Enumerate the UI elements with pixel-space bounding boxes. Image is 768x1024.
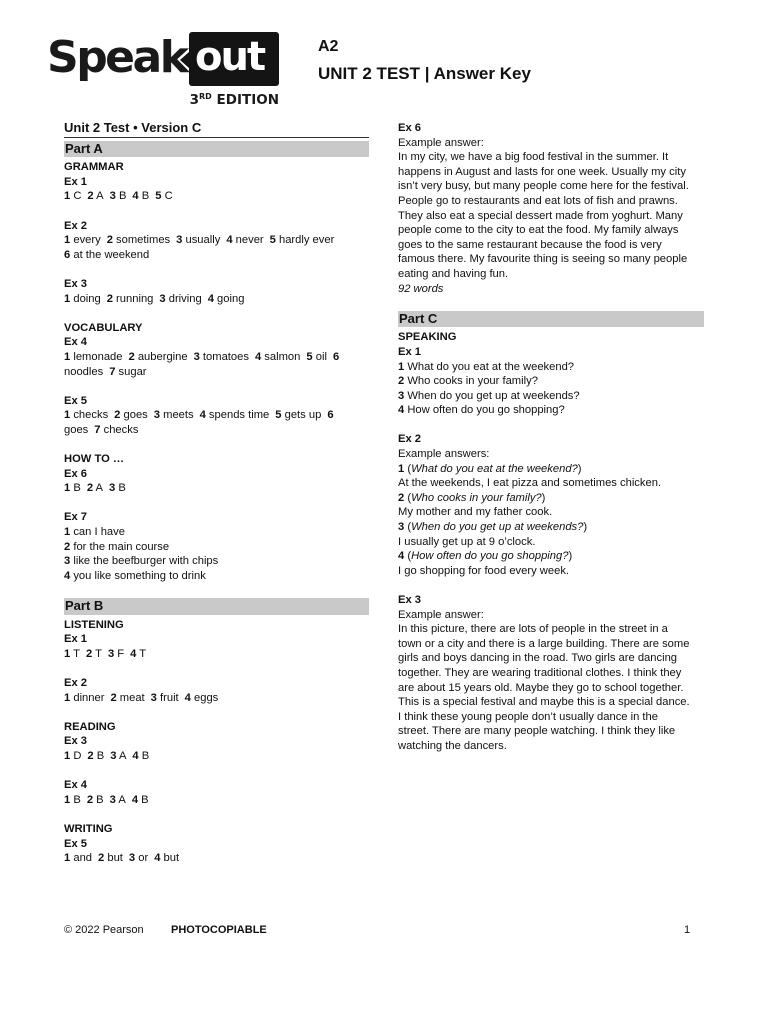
answer-number: 1 [64, 350, 71, 363]
exercise-label: Ex 1 [64, 633, 88, 646]
exercise-label: Ex 2 [64, 676, 88, 689]
answer-text: but [160, 852, 180, 865]
answer-line [64, 793, 369, 808]
logo-edition [190, 92, 279, 108]
answer-line [64, 691, 369, 706]
text-line: famous there. My favourite thing is seeing so many people [398, 253, 688, 266]
answer-line [64, 189, 369, 204]
answer-text: D [70, 749, 82, 762]
answer-number: 1 [64, 647, 71, 660]
answer-text: A [93, 190, 104, 203]
answer-number: 3 [153, 409, 161, 422]
answer-text: B [138, 190, 150, 203]
edition-word: EDITION [216, 92, 279, 108]
answer-number: 7 [109, 365, 116, 378]
answer-text: How often do you go shopping? [404, 404, 565, 417]
answer-text: can I have [70, 526, 125, 539]
speakout-logo [47, 30, 279, 110]
answer-number: 4 [254, 350, 262, 363]
edition-number: 3 [189, 92, 200, 108]
answer-item [398, 360, 704, 375]
answer-text: T [136, 647, 147, 660]
answer-number: 3 [107, 647, 115, 660]
answer-text: C [70, 190, 82, 203]
answer-text: B [138, 793, 149, 806]
answer-number: 3 [398, 521, 405, 534]
answer-number: 1 [64, 234, 71, 247]
answer-number: 4 [184, 691, 191, 704]
footer-copyright: © 2022 Pearson [64, 924, 144, 936]
answer-text: for the main course [70, 540, 170, 553]
reading-heading: READING [64, 720, 116, 733]
answer-number: 3 [110, 749, 117, 762]
answer-text: and [70, 852, 93, 865]
answer-item [64, 554, 369, 569]
part-b-heading: Part B [64, 598, 369, 615]
left-column [64, 121, 369, 866]
answer-number: 2 [86, 793, 94, 806]
answer-number: 3 [193, 350, 200, 363]
answer-text: every [70, 234, 101, 247]
answer-line [64, 408, 369, 437]
text-line: They also eat a special dessert made from yoghurt. Many [398, 209, 683, 222]
answer-number: 2 [110, 691, 117, 704]
example-paragraph [398, 622, 704, 753]
listening-heading: LISTENING [64, 618, 124, 631]
text-line: town or a city and there is a large building. There are some [398, 637, 690, 650]
question-text: Who cooks in your family? [411, 491, 542, 504]
howto-heading: HOW TO … [64, 453, 125, 466]
answer-list [398, 360, 704, 418]
answer-text: oil [312, 350, 327, 363]
exercise-label: Ex 5 [64, 837, 88, 850]
edition-suffix: RD [199, 92, 212, 101]
exercise-label: Ex 3 [64, 735, 88, 748]
answer-text: A [116, 749, 127, 762]
text-line: happens in August and lasts for one week. Usually my city [398, 165, 686, 178]
writing-heading: WRITING [64, 822, 113, 835]
answer-number: 3 [150, 691, 157, 704]
exercise-label: Ex 6 [398, 122, 422, 134]
answer-number: 1 [64, 691, 71, 704]
answer-text: B [115, 190, 127, 203]
footer-photocopiable: PHOTOCOPIABLE [171, 924, 267, 936]
answer-number: 2 [398, 491, 405, 504]
answer-text: like the beefburger with chips [70, 555, 219, 568]
example-answers-label: Example answers: [398, 448, 490, 461]
answer-text: T [92, 647, 102, 660]
answer-text: noodles [64, 365, 104, 378]
answer-text: lemonade [70, 350, 123, 363]
text-line: watching the dancers. [398, 739, 507, 752]
text-line: goes to the same restaurant because the food is very [398, 238, 662, 251]
logo-speak-text: Speak [47, 32, 187, 83]
answer-text: F [114, 647, 125, 660]
exercise-label: Ex 6 [64, 467, 88, 480]
answer-text: goes [120, 409, 148, 422]
answer-text: at the weekend [70, 248, 150, 261]
answer-text: B [115, 482, 126, 495]
exercise-label: Ex 7 [64, 511, 88, 524]
answer-text: C [161, 190, 173, 203]
answer-number: 4 [199, 409, 206, 422]
answer-text: meets [160, 409, 194, 422]
version-heading: Unit 2 Test • Version C [64, 121, 369, 138]
vocabulary-heading: VOCABULARY [64, 321, 143, 334]
answer-number: 2 [87, 749, 94, 762]
page-title: UNIT 2 TEST | Answer Key [318, 64, 531, 83]
answer-number: 2 [86, 482, 94, 495]
answer-number: 5 [269, 234, 276, 247]
answer-line [64, 749, 369, 764]
text-line: girls and boys dancing in the road. Two girls are dancing [398, 652, 678, 665]
answer-line [64, 481, 369, 496]
answer-text: or [135, 852, 149, 865]
answer-number: 1 [64, 190, 71, 203]
answer-number: 6 [332, 350, 340, 363]
answer-text: never [232, 234, 264, 247]
page-number: 1 [684, 924, 691, 936]
text-line: are about 15 years old. Maybe they go to school together. [398, 681, 684, 694]
answer-number: 2 [85, 647, 93, 660]
answer-number: 3 [64, 555, 71, 568]
answer-number: 2 [64, 540, 71, 553]
answer-line [64, 851, 369, 866]
answer-number: 4 [398, 550, 405, 563]
text-line: isn’t very busy, but many people come here for the festival. [398, 180, 689, 193]
answer-number: 1 [64, 852, 71, 865]
answer-number: 1 [64, 793, 71, 806]
answer-number: 2 [106, 292, 113, 305]
answer-number: 1 [398, 462, 405, 475]
speaking-qa-list [398, 462, 704, 579]
answer-item [398, 403, 704, 418]
example-paragraph [398, 150, 704, 281]
text-line: People go to restaurants and eat lots of fish and prawns. [398, 194, 678, 207]
example-answer-label: Example answer: [398, 136, 484, 149]
speaking-question: 3 (When do you get up at weekends?) [398, 521, 588, 534]
answer-text: but [104, 852, 123, 865]
question-text: When do you get up at weekends? [411, 521, 584, 534]
text-line: people come to the city to eat the food. My family always [398, 224, 679, 237]
logo-out-box [189, 32, 279, 86]
text-line: In my city, we have a big food festival in the summer. It [398, 151, 669, 164]
speaking-answer: My mother and my father cook. [398, 506, 553, 519]
answer-text: checks [70, 409, 109, 422]
question-text: What do you eat at the weekend? [411, 462, 578, 475]
answer-number: 5 [155, 190, 162, 203]
exercise-label: Ex 5 [64, 394, 88, 407]
answer-text: goes [64, 423, 89, 436]
answer-number: 4 [398, 404, 405, 417]
answer-number: 4 [154, 852, 161, 865]
answer-line [64, 292, 369, 307]
logo-speech-arrow [180, 52, 189, 68]
answer-number: 1 [398, 360, 405, 373]
answer-number: 3 [109, 793, 116, 806]
answer-text: going [213, 292, 245, 305]
speaking-question: 4 (How often do you go shopping?) [398, 550, 573, 563]
exercise-label: Ex 3 [398, 594, 422, 606]
answer-text: spends time [205, 409, 270, 422]
answer-number: 4 [207, 292, 214, 305]
answer-text: running [112, 292, 154, 305]
answer-text: Who cooks in your family? [404, 375, 538, 388]
part-a-heading: Part A [64, 141, 369, 158]
answer-number: 2 [106, 234, 113, 247]
answer-number: 4 [130, 647, 137, 660]
answer-number: 3 [109, 190, 116, 203]
answer-number: 2 [398, 375, 405, 388]
answer-text: B [93, 749, 105, 762]
answer-item [64, 540, 369, 555]
right-column [398, 121, 704, 754]
answer-text: sugar [115, 365, 147, 378]
speaking-heading: SPEAKING [398, 331, 457, 344]
speaking-question: 1 (What do you eat at the weekend?) [398, 462, 582, 475]
answer-text: B [93, 793, 104, 806]
text-line: I think these young people don’t usually dance in the [398, 710, 658, 723]
answer-text: What do you eat at the weekend? [404, 360, 575, 373]
grammar-heading: GRAMMAR [64, 161, 124, 174]
exercise-label: Ex 1 [398, 345, 422, 358]
answer-number: 2 [114, 409, 121, 422]
text-line: together. They are wearing traditional clothes. I think they [398, 666, 682, 679]
exercise-label: Ex 4 [64, 336, 88, 349]
answer-text: you like something to drink [70, 569, 206, 582]
answer-text: driving [165, 292, 202, 305]
answer-text: dinner [70, 691, 105, 704]
answer-item [398, 389, 704, 404]
answer-item [398, 374, 704, 389]
level-label: A2 [318, 38, 339, 55]
answer-number: 3 [159, 292, 166, 305]
speaking-answer: I go shopping for food every week. [398, 564, 570, 577]
exercise-label: Ex 1 [64, 175, 88, 188]
answer-line [64, 647, 369, 662]
answer-text: eggs [190, 691, 219, 704]
answer-number: 1 [64, 749, 71, 762]
text-line: This is a special festival and maybe this is a special dance. [398, 696, 690, 709]
answer-number: 3 [109, 482, 116, 495]
speaking-answer: At the weekends, I eat pizza and sometimes chicken. [398, 477, 662, 490]
answer-number: 1 [64, 409, 71, 422]
answer-number: 2 [128, 350, 135, 363]
logo-out-text: out [195, 34, 265, 80]
answer-number: 1 [64, 482, 71, 495]
word-count: 92 words [398, 282, 444, 295]
answer-number: 1 [64, 526, 71, 539]
exercise-label: Ex 2 [398, 433, 422, 446]
answer-number: 4 [132, 190, 139, 203]
answer-number: 7 [94, 423, 101, 436]
answer-text: usually [182, 234, 221, 247]
answer-text: A [93, 482, 103, 495]
answer-text: fruit [156, 691, 179, 704]
answer-line [64, 350, 369, 379]
text-line: street. There are many people watching. I think they like [398, 725, 676, 738]
answer-number: 2 [98, 852, 105, 865]
speaking-question: 2 (Who cooks in your family?) [398, 491, 546, 504]
answer-item [64, 569, 369, 584]
example-answer-label: Example answer: [398, 608, 484, 621]
answer-number: 3 [398, 389, 405, 402]
question-text: How often do you go shopping? [411, 550, 569, 563]
answer-text: tomatoes [199, 350, 249, 363]
answer-text: B [138, 749, 150, 762]
answer-number: 1 [64, 292, 71, 305]
answer-number: 5 [306, 350, 313, 363]
answer-number: 6 [64, 248, 71, 261]
answer-text: B [70, 482, 81, 495]
answer-text: salmon [261, 350, 301, 363]
exercise-label: Ex 2 [64, 219, 88, 232]
part-c-heading: Part C [398, 311, 704, 328]
answer-line [64, 233, 369, 262]
answer-list [64, 525, 369, 583]
answer-text: T [70, 647, 80, 660]
text-line: eating and having fun. [398, 267, 509, 280]
answer-text: A [115, 793, 126, 806]
answer-number: 4 [64, 569, 71, 582]
answer-number: 4 [226, 234, 233, 247]
answer-text: sometimes [112, 234, 171, 247]
answer-text: checks [100, 423, 139, 436]
answer-text: aubergine [134, 350, 188, 363]
answer-text: hardly ever [275, 234, 335, 247]
answer-text: B [70, 793, 81, 806]
text-line: In this picture, there are lots of people in the street in a [398, 623, 668, 636]
speaking-answer: I usually get up at 9 o’clock. [398, 535, 536, 548]
answer-number: 4 [131, 793, 139, 806]
answer-number: 6 [327, 409, 334, 422]
answer-text: meat [116, 691, 145, 704]
answer-text: doing [70, 292, 101, 305]
answer-item [64, 525, 369, 540]
answer-number: 3 [128, 852, 136, 865]
exercise-label: Ex 4 [64, 779, 88, 792]
answer-text: gets up [281, 409, 322, 422]
answer-text: When do you get up at weekends? [404, 389, 580, 402]
answer-number: 5 [275, 409, 282, 422]
answer-number: 3 [176, 234, 183, 247]
answer-number: 2 [87, 190, 94, 203]
answer-number: 4 [132, 749, 139, 762]
exercise-label: Ex 3 [64, 277, 88, 290]
